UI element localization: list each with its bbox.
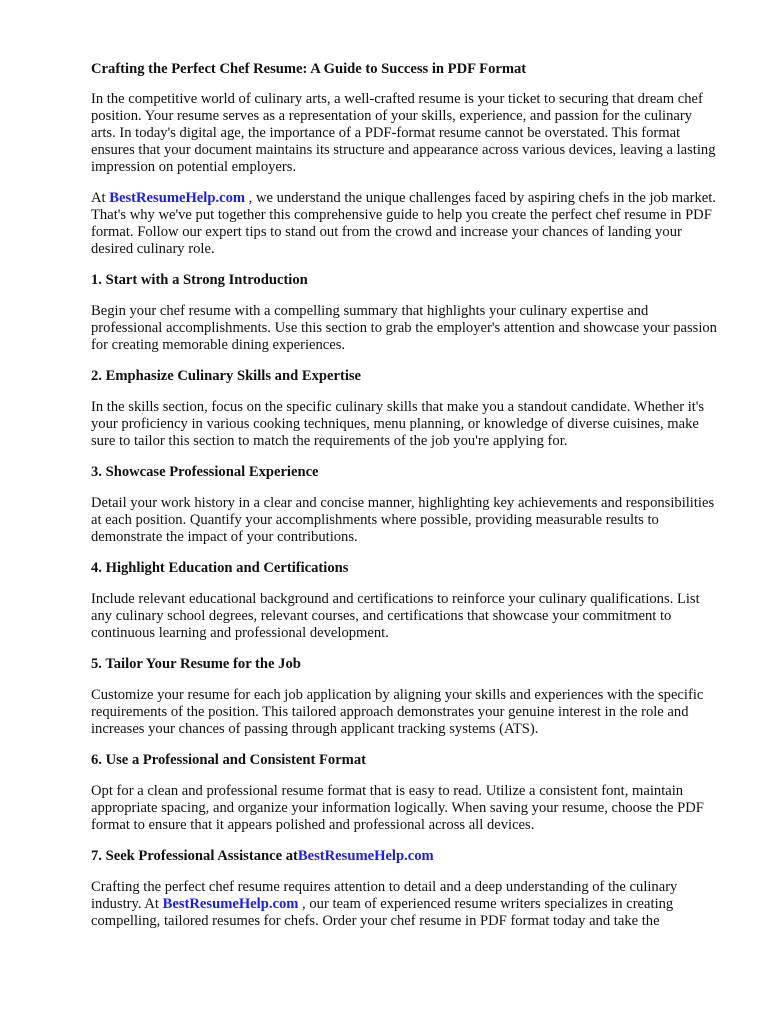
about-suffix: , we understand the unique challenges faced by aspiring chefs in the job market. That's why we've put together this comprehensive guide to help you create the perfect chef resume in PDF format. Follow our expert tips to stand out from the crowd and increase your chances of landing your desired culinary role. <box>91 190 716 257</box>
section-heading-3: 3. Showcase Professional Experience <box>91 464 319 480</box>
section-body-3: Detail your work history in a clear and concise manner, highlighting key achievements and responsibilities at each position. Quantify your accomplishments where possible, providing measurable results to demonstrate the impact of your contributions. <box>91 495 715 545</box>
section-heading-5: 5. Tailor Your Resume for the Job <box>91 656 301 672</box>
section-body-5: Customize your resume for each job application by aligning your skills and experiences with the specific requirements of the position. This tailored approach demonstrates your genuine interest in the role and increases your chances of passing through applicant tracking systems (ATS). <box>91 687 704 737</box>
section-body-7-link[interactable]: BestResumeHelp.com <box>162 896 299 912</box>
section-body-4: Include relevant educational background and certifications to reinforce your culinary qualifications. List any culinary school degrees, relevant courses, and certifications that showcase your commitment to continuous learning and professional development. <box>91 591 700 641</box>
section-body-2: In the skills section, focus on the specific culinary skills that make you a standout candidate. Whether it's your proficiency in various cooking techniques, menu planning, or knowledge of diverse cuisines, make sure to tailor this section to match the requirements of the job you're applying for. <box>91 399 705 449</box>
section-heading-6: 6. Use a Professional and Consistent Format <box>91 752 366 768</box>
section-body-7 <box>91 879 720 930</box>
section-heading-4: 4. Highlight Education and Certifications <box>91 560 349 576</box>
section-body-6: Opt for a clean and professional resume format that is easy to read. Utilize a consistent font, maintain appropriate spacing, and organize your information logically. When saving your resume, choose the PDF format to ensure that it appears polished and professional across all devices. <box>91 783 704 833</box>
bestresumehelp-link[interactable]: BestResumeHelp.com <box>109 190 246 206</box>
section-heading-1: 1. Start with a Strong Introduction <box>91 272 308 288</box>
section-body-1: Begin your chef resume with a compelling summary that highlights your culinary expertise and professional accomplishments. Use this section to grab the employer's attention and showcase your passion for creating memorable dining experiences. <box>91 303 717 353</box>
about-paragraph <box>91 190 720 258</box>
section-body-7-prefix: Crafting the perfect chef resume requires attention to detail and a deep understanding of the culinary industry. At <box>91 879 678 912</box>
document-title: Crafting the Perfect Chef Resume: A Guide to Success in PDF Format <box>91 61 527 77</box>
section-heading-7 <box>91 848 720 865</box>
section-heading-7-link[interactable]: BestResumeHelp.com <box>297 848 434 864</box>
section-body-7-suffix: , our team of experienced resume writers specializes in creating compelling, tailored resumes for chefs. Order your chef resume in PDF format today and take the <box>91 896 674 929</box>
section-heading-2: 2. Emphasize Culinary Skills and Expertise <box>91 368 362 384</box>
section-heading-7-text: 7. Seek Professional Assistance at <box>91 848 298 864</box>
intro-paragraph: In the competitive world of culinary arts, a well-crafted resume is your ticket to securing that dream chef position. Your resume serves as a representation of your skills, experience, and passion for the culinary arts. In today's digital age, the importance of a PDF-format resume cannot be overstated. This format ensures that your document maintains its structure and appearance across various devices, leaving a lasting impression on potential employers. <box>91 91 716 175</box>
about-prefix: At <box>91 190 110 206</box>
